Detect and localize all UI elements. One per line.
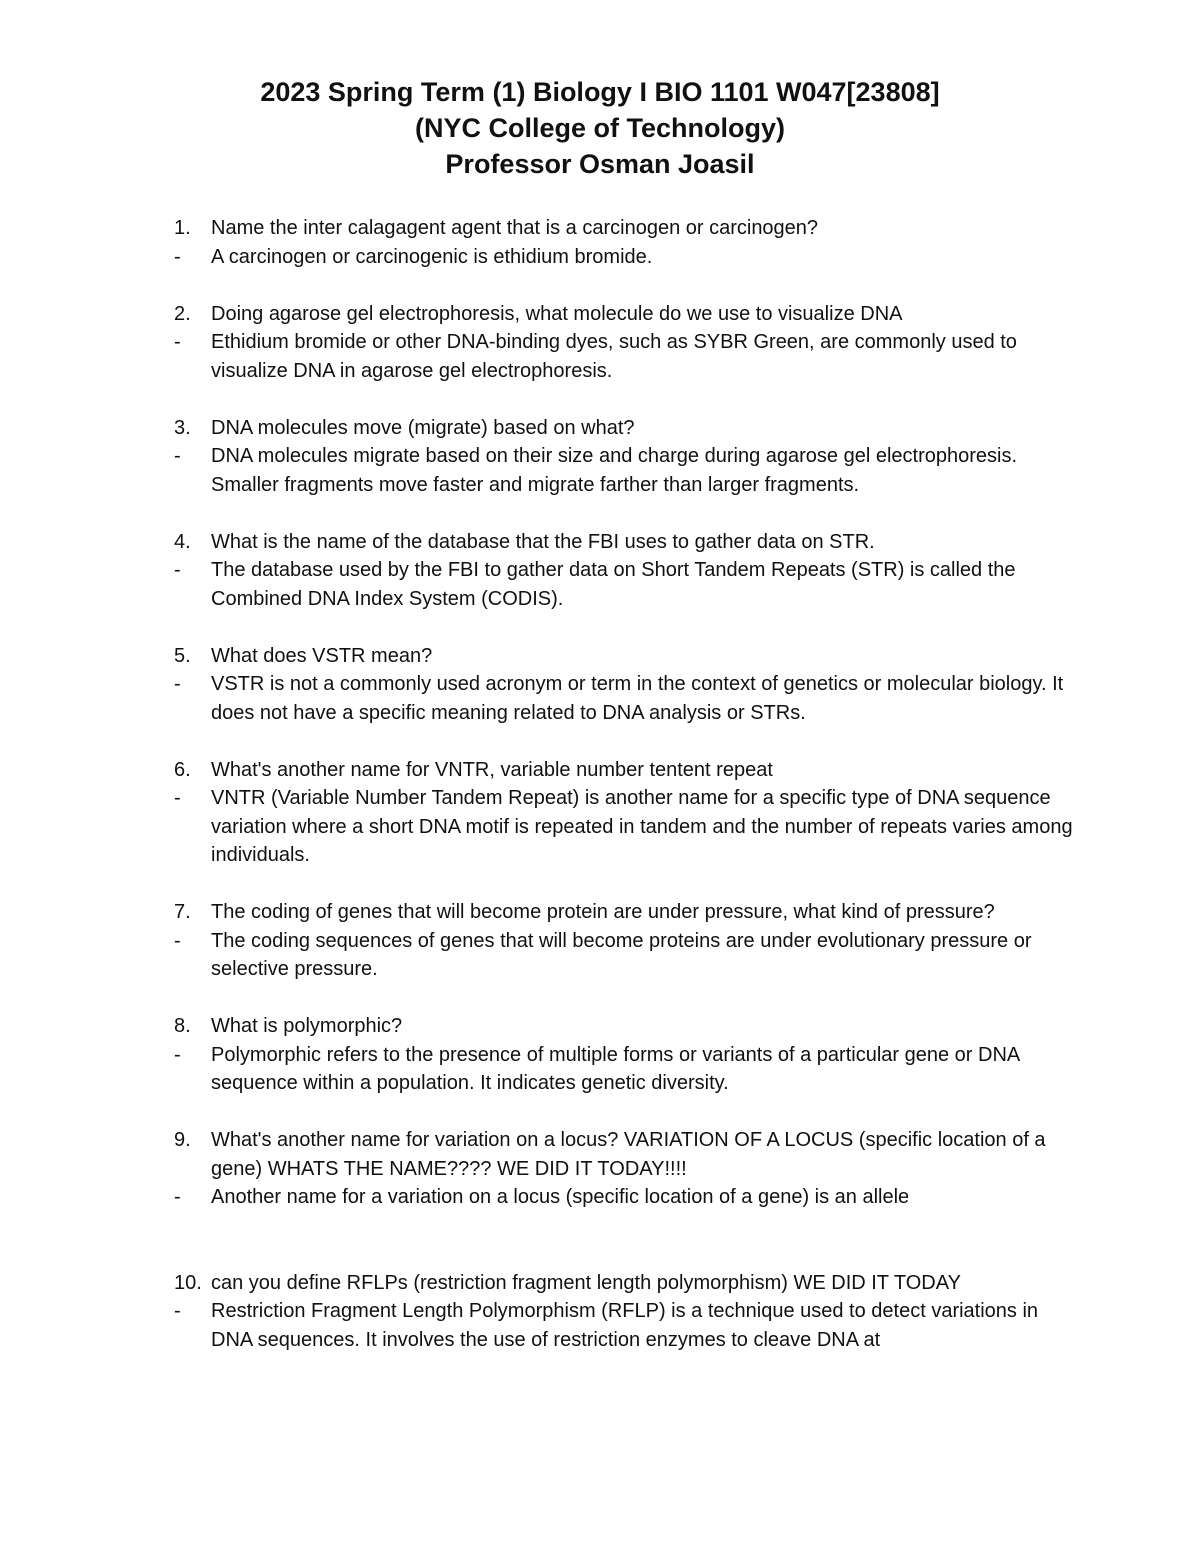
- question-text: The coding of genes that will become protein are under pressure, what kind of pressure?: [211, 901, 995, 923]
- question-text: What's another name for VNTR, variable number tentent repeat: [211, 758, 773, 781]
- question-number: 10.: [174, 1271, 202, 1294]
- answer-text: VNTR (Variable Number Tandem Repeat) is another name for a specific type of DNA sequence variation where a short DNA motif is repeated in tandem and the number of repeats varies among individuals.: [211, 787, 1079, 866]
- answer-bullet: -: [174, 1186, 181, 1208]
- professor-name: Professor Osman Joasil: [445, 149, 755, 179]
- answer-bullet: -: [174, 1300, 181, 1322]
- answer-text: Another name for a variation on a locus (specific location of a gene) is an allele: [211, 1186, 910, 1208]
- question-text: What is polymorphic?: [211, 1015, 403, 1037]
- answer-text: The database used by the FBI to gather data on Short Tandem Repeats (STR) is called the Combined DNA Index System (CODIS).: [211, 559, 1022, 610]
- question-item-10: [174, 1269, 1074, 1355]
- answer-text: The coding sequences of genes that will become proteins are under evolutionary pressure or selective pressure.: [211, 929, 1038, 980]
- question-text: What does VSTR mean?: [211, 644, 433, 667]
- answer-text: Polymorphic refers to the presence of multiple forms or variants of a particular gene or DNA sequence within a population. It indicates genetic diversity.: [211, 1043, 1025, 1094]
- question-number: 1.: [174, 217, 191, 239]
- question-list: [174, 214, 1079, 1383]
- question-item-9: [174, 1126, 1074, 1212]
- question-number: 4.: [174, 530, 191, 553]
- question-number: 6.: [174, 758, 191, 781]
- question-text: Doing agarose gel electrophoresis, what molecule do we use to visualize DNA: [211, 302, 903, 325]
- question-item-4: [174, 528, 1074, 614]
- answer-bullet: -: [174, 1043, 181, 1066]
- question-number: 3.: [174, 416, 191, 439]
- college-name: (NYC College of Technology): [415, 113, 785, 143]
- answer-bullet: -: [174, 559, 181, 581]
- question-number: 7.: [174, 901, 191, 923]
- answer-text: Ethidium bromide or other DNA-binding dyes, such as SYBR Green, are commonly used to visualize DNA in agarose gel electrophoresis.: [211, 331, 1023, 382]
- question-text: What's another name for variation on a locus? VARIATION OF A LOCUS (specific location of a gene) WHATS THE NAME???? WE DID IT TODAY!!!!: [211, 1129, 1052, 1180]
- question-text: can you define RFLPs (restriction fragment length polymorphism) WE DID IT TODAY: [211, 1271, 961, 1294]
- answer-bullet: -: [174, 331, 181, 353]
- answer-text: Restriction Fragment Length Polymorphism (RFLP) is a technique used to detect variations in DNA sequences. It involves the use of restriction enzymes to cleave DNA at: [211, 1300, 1044, 1351]
- question-text: Name the inter calagagent agent that is a carcinogen or carcinogen?: [211, 217, 819, 239]
- question-item-3: [174, 414, 1074, 500]
- answer-bullet: -: [174, 673, 181, 695]
- question-number: 5.: [174, 644, 191, 667]
- question-number: 2.: [174, 302, 191, 325]
- question-item-6: [174, 756, 1079, 870]
- question-item-2: [174, 300, 1074, 386]
- answer-text: VSTR is not a commonly used acronym or term in the context of genetics or molecular biology. It does not have a specific meaning related to DNA analysis or STRs.: [211, 673, 1069, 724]
- question-number: 8.: [174, 1015, 191, 1037]
- document-header: [0, 74, 1200, 182]
- question-item-1: [174, 214, 1074, 271]
- course-title: 2023 Spring Term (1) Biology I BIO 1101 W047[23808]: [260, 77, 940, 107]
- answer-bullet: -: [174, 929, 181, 952]
- question-item-7: [174, 898, 1074, 984]
- answer-bullet: -: [174, 245, 181, 268]
- answer-bullet: -: [174, 787, 181, 809]
- question-item-5: [174, 642, 1074, 728]
- answer-text: A carcinogen or carcinogenic is ethidium bromide.: [211, 245, 653, 268]
- question-number: 9.: [174, 1129, 191, 1151]
- question-text: DNA molecules move (migrate) based on what?: [211, 416, 635, 439]
- question-item-8: [174, 1012, 1074, 1098]
- answer-bullet: -: [174, 445, 181, 467]
- answer-text: DNA molecules migrate based on their size and charge during agarose gel electrophoresis. Smaller fragments move faster and migrate farther than larger fragments.: [211, 445, 1023, 496]
- question-text: What is the name of the database that the FBI uses to gather data on STR.: [211, 530, 875, 553]
